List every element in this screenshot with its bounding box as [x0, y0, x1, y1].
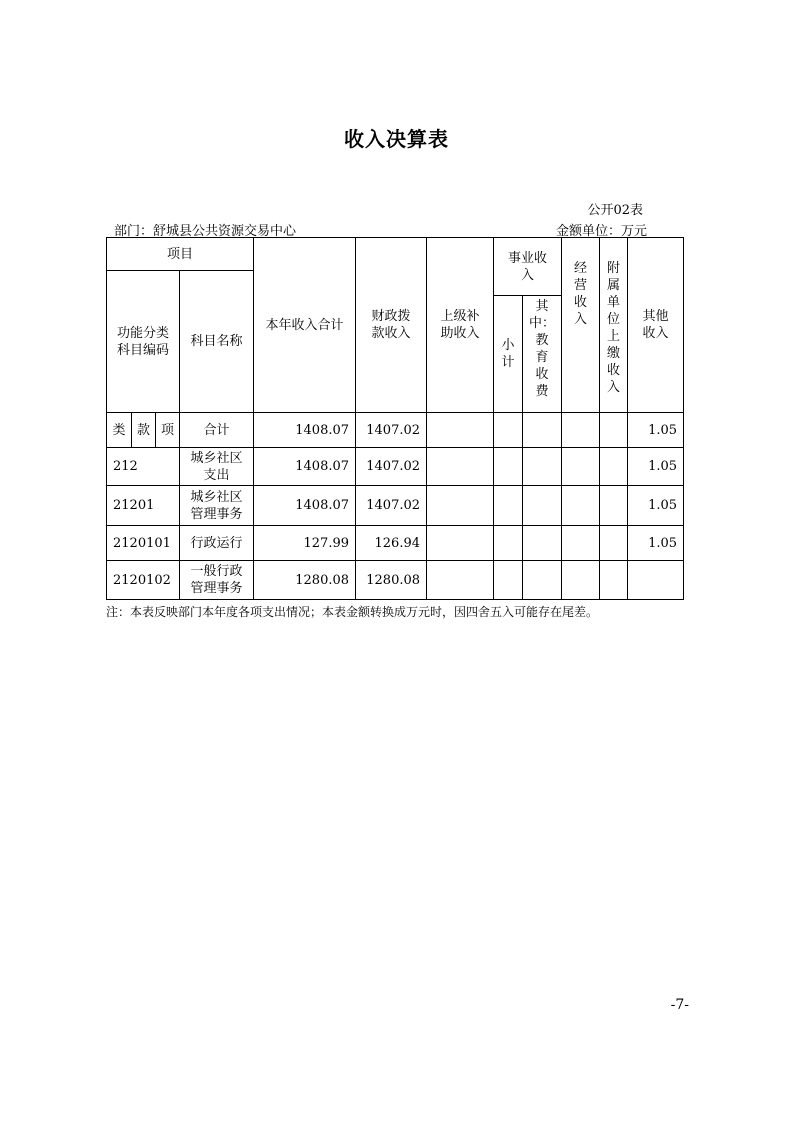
- row-other: 1.05: [628, 486, 684, 526]
- unit-label: 金额单位：万元: [555, 224, 647, 239]
- row-fiscal: 1407.02: [356, 486, 427, 526]
- row-fiscal: 1407.02: [356, 448, 427, 486]
- row-total: 1280.08: [254, 561, 356, 600]
- income-table: [106, 237, 684, 600]
- header-xiang: 项: [156, 413, 180, 448]
- page-number: -7-: [670, 997, 689, 1013]
- row-fiscal: 1280.08: [356, 561, 427, 600]
- sum-total: 1408.07: [254, 413, 356, 448]
- row-code: 212: [107, 448, 180, 486]
- table-row: [107, 486, 684, 526]
- row-code: 2120102: [107, 561, 180, 600]
- row-name: 城乡社区 管理事务: [180, 486, 254, 526]
- header-kuan: 款: [132, 413, 156, 448]
- table-row: [107, 526, 684, 561]
- header-lei: 类: [107, 413, 132, 448]
- header-func-code: 功能分类 科目编码: [107, 271, 180, 413]
- row-name: 城乡社区 支出: [180, 448, 254, 486]
- sum-other: 1.05: [628, 413, 684, 448]
- table-row: [107, 561, 684, 600]
- row-name: 行政运行: [180, 526, 254, 561]
- row-other: 1.05: [628, 526, 684, 561]
- row-other: [628, 561, 684, 600]
- sum-fiscal: 1407.02: [356, 413, 427, 448]
- header-business: 事业收 入: [494, 238, 562, 296]
- row-total: 127.99: [254, 526, 356, 561]
- row-fiscal: 126.94: [356, 526, 427, 561]
- table-note: 注：本表反映部门本年度各项支出情况；本表金额转换成万元时，因四舍五入可能存在尾差。: [106, 605, 599, 619]
- table-row: [107, 448, 684, 486]
- row-code: 2120101: [107, 526, 180, 561]
- row-other: 1.05: [628, 448, 684, 486]
- row-name: 一般行政 管理事务: [180, 561, 254, 600]
- row-total: 1408.07: [254, 486, 356, 526]
- row-code: 21201: [107, 486, 180, 526]
- sum-row: [107, 413, 684, 448]
- header-superior: 上级补 助收入: [427, 238, 494, 413]
- department-label: 部门：舒城县公共资源交易中心: [114, 224, 297, 239]
- header-edu: 其 中： 教 育 收 费: [523, 296, 562, 413]
- page-title: 收入决算表: [344, 127, 449, 151]
- header-operating: 经 营 收 入: [562, 238, 600, 413]
- header-fiscal: 财政拨 款收入: [356, 238, 427, 413]
- header-subject-name: 科目名称: [180, 271, 254, 413]
- header-item: 项目: [107, 238, 254, 271]
- header-subtotal: 小 计: [494, 296, 523, 413]
- header-total: 本年收入合计: [254, 238, 356, 413]
- row-total: 1408.07: [254, 448, 356, 486]
- header-affiliated: 附 属 单 位 上 缴 收 入: [600, 238, 628, 413]
- sum-label: 合计: [180, 413, 254, 448]
- header-other: 其他 收入: [628, 238, 684, 413]
- form-number: 公开02表: [587, 203, 643, 218]
